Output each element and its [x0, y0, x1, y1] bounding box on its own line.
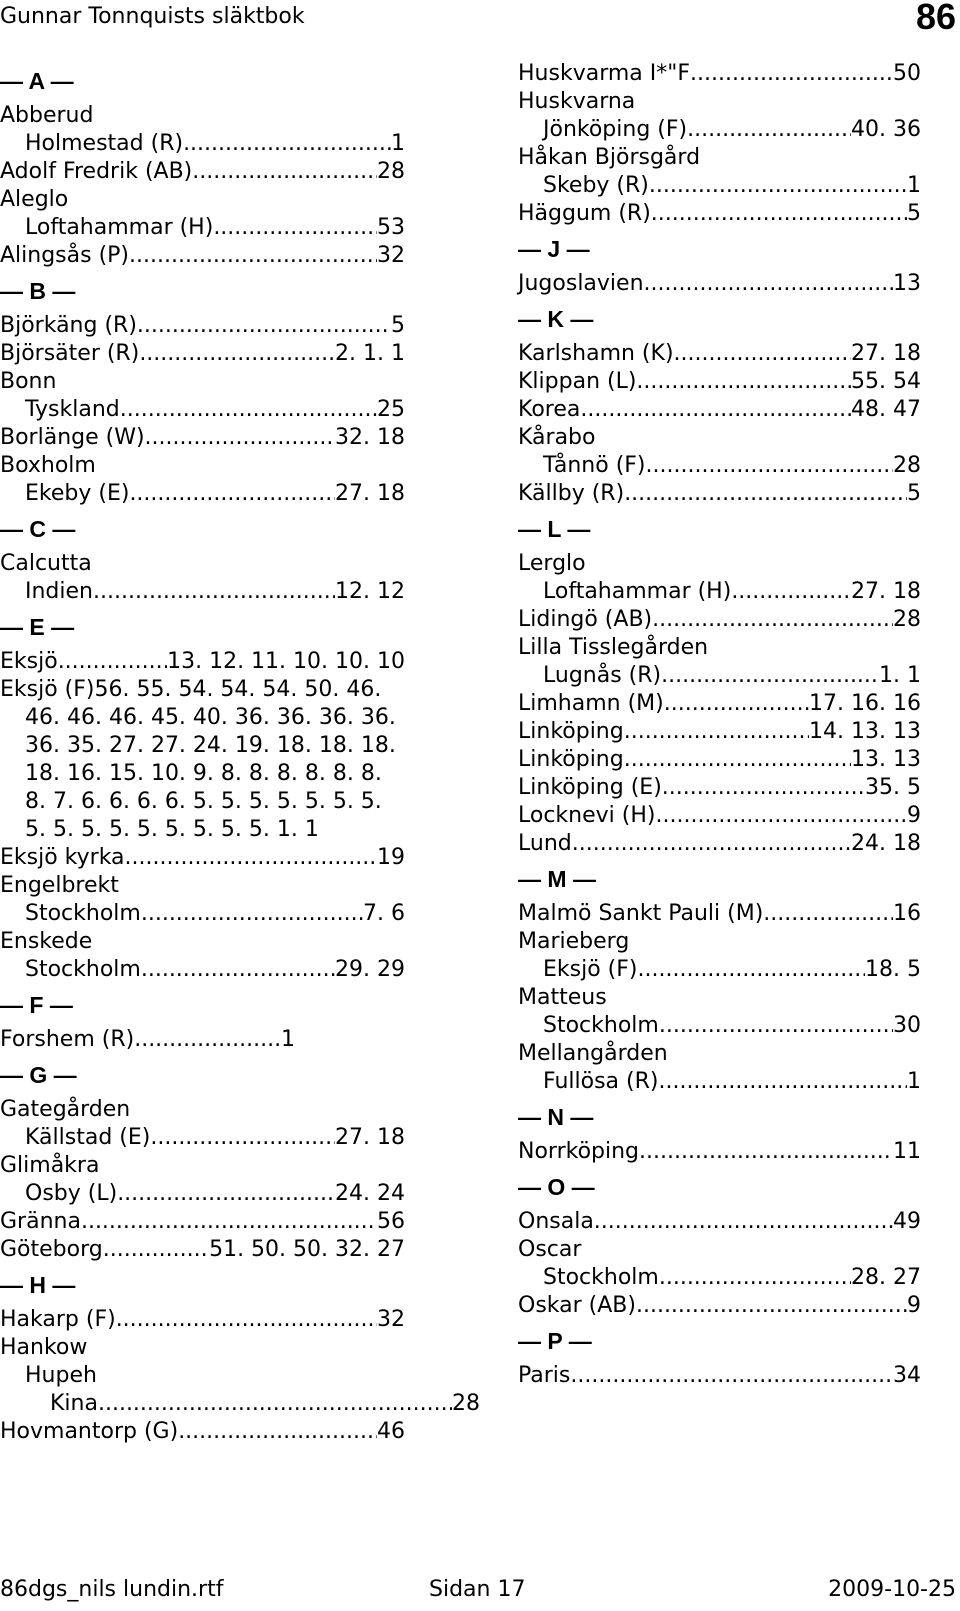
- index-entry: [518, 1362, 921, 1390]
- footer-sheet: Sidan 17: [429, 1577, 526, 1602]
- entry-name: Oskar (AB): [518, 1293, 636, 1318]
- entry-pages: 24. 18: [851, 831, 921, 856]
- entry-pages: 50: [893, 61, 921, 86]
- entry-pages: 25: [377, 397, 405, 422]
- dot-leader: [183, 130, 391, 158]
- entry-pages: 1: [391, 131, 405, 156]
- entry-pages: 7. 6: [363, 901, 405, 926]
- dot-leader: [624, 746, 851, 774]
- dot-leader: [661, 662, 879, 690]
- index-letter-heading: — P —: [518, 1328, 592, 1354]
- entry-name: Stockholm: [543, 1265, 659, 1290]
- dot-leader: [690, 60, 893, 88]
- index-entry: [0, 396, 405, 424]
- index-entry: [518, 270, 921, 298]
- index-entry: [518, 480, 921, 508]
- entry-name: Hovmantorp (G): [0, 1419, 179, 1444]
- entry-name: Linköping: [518, 747, 624, 772]
- entry-pages: 48. 47: [851, 397, 921, 422]
- entry-pages: 1: [907, 173, 921, 198]
- entry-pages: 9: [907, 1293, 921, 1318]
- index-entry: [518, 1068, 921, 1096]
- dot-leader: [570, 1362, 893, 1390]
- index-entry: [0, 242, 405, 270]
- dot-leader: [141, 900, 363, 928]
- index-entry-text: Matteus: [518, 985, 607, 1010]
- index-letter-heading: — C —: [0, 516, 76, 542]
- entry-pages: 35. 5: [865, 775, 921, 800]
- entry-pages: 5: [907, 481, 921, 506]
- entry-pages: 51. 50. 50. 32. 27: [209, 1237, 405, 1262]
- dot-leader: [129, 242, 377, 270]
- index-entry: [518, 830, 921, 858]
- index-entry: [518, 452, 921, 480]
- index-entry-text: Abberud: [0, 103, 94, 128]
- entry-name: Stockholm: [25, 957, 141, 982]
- entry-pages: 14. 13. 13: [809, 719, 921, 744]
- index-entry: [0, 1418, 405, 1446]
- index-letter-heading: — M —: [518, 866, 596, 892]
- entry-name: Karlshamn (K): [518, 341, 674, 366]
- entry-pages: 40. 36: [851, 117, 921, 142]
- index-entry: [0, 158, 405, 186]
- entry-pages: 1: [907, 1069, 921, 1094]
- entry-name: Norrköping: [518, 1139, 640, 1164]
- index-entry: [0, 648, 405, 676]
- entry-name: Lugnås (R): [543, 663, 662, 688]
- dot-leader: [655, 802, 907, 830]
- index-entry: [0, 340, 405, 368]
- index-letter-heading: — E —: [0, 614, 75, 640]
- index-entry: [518, 200, 921, 228]
- entry-name: Paris: [518, 1363, 571, 1388]
- dot-leader: [624, 718, 809, 746]
- entry-name: Indien: [25, 579, 93, 604]
- index-entry: [518, 606, 921, 634]
- index-letter-heading: — A —: [0, 68, 74, 94]
- index-entry: [0, 1026, 405, 1054]
- index-entry: [518, 1012, 921, 1040]
- entry-name: Huskvarma I*"F: [518, 61, 691, 86]
- index-letter-heading: — L —: [518, 516, 591, 542]
- entry-name: Limhamn (M): [518, 691, 664, 716]
- index-entry-text: Hupeh: [25, 1363, 97, 1388]
- entry-pages: 28: [893, 607, 921, 632]
- dot-leader: [594, 1208, 893, 1236]
- entry-name: Kina: [50, 1391, 98, 1416]
- dot-leader: [116, 1306, 377, 1334]
- dot-leader: [178, 1418, 377, 1446]
- entry-name: Malmö Sankt Pauli (M): [518, 901, 764, 926]
- index-letter-heading: — F —: [0, 992, 73, 1018]
- index-entry-text: Calcutta: [0, 551, 92, 576]
- dot-leader: [145, 424, 335, 452]
- index-entry: [518, 578, 921, 606]
- entry-pages: 30: [893, 1013, 921, 1038]
- entry-name: Borlänge (W): [0, 425, 145, 450]
- book-title: Gunnar Tonnquists släktbok: [0, 4, 305, 29]
- entry-pages: 27. 18: [335, 481, 405, 506]
- entry-name: Eksjö kyrka: [0, 845, 125, 870]
- dot-leader: [192, 158, 377, 186]
- index-entry: [518, 1292, 921, 1320]
- entry-pages: 34: [893, 1363, 921, 1388]
- entry-name: Linköping (E): [518, 775, 662, 800]
- entry-name: Skeby (R): [543, 173, 649, 198]
- dot-leader: [120, 396, 377, 424]
- entry-name: Adolf Fredrik (AB): [0, 159, 193, 184]
- index-entry: [518, 802, 921, 830]
- index-letter-heading: — K —: [518, 306, 594, 332]
- dot-leader: [81, 1208, 377, 1236]
- index-entry-text: Gategården: [0, 1097, 131, 1122]
- dot-leader: [150, 1124, 335, 1152]
- dot-leader: [636, 368, 851, 396]
- dot-leader: [731, 578, 851, 606]
- dot-leader: [137, 312, 391, 340]
- index-entry: [0, 312, 405, 340]
- entry-pages: 13. 13: [851, 747, 921, 772]
- entry-pages: 2. 1. 1: [335, 341, 405, 366]
- dot-leader: [572, 830, 851, 858]
- index-entry-text: Oscar: [518, 1237, 582, 1262]
- entry-pages: 53: [377, 215, 405, 240]
- entry-name: Forshem (R): [0, 1027, 135, 1052]
- entry-pages: 55. 54: [851, 369, 921, 394]
- dot-leader: [125, 844, 377, 872]
- entry-pages: 19: [377, 845, 405, 870]
- dot-leader: [649, 172, 907, 200]
- entry-pages: 49: [893, 1209, 921, 1234]
- entry-pages: 11: [893, 1139, 921, 1164]
- index-entry: [518, 340, 921, 368]
- index-entry-text: Marieberg: [518, 929, 630, 954]
- dot-leader: [644, 270, 893, 298]
- index-entry-text: Hankow: [0, 1335, 88, 1360]
- entry-name: Gränna: [0, 1209, 81, 1234]
- index-letter-heading: — O —: [518, 1174, 595, 1200]
- index-entry: [518, 774, 921, 802]
- index-letter-heading: — N —: [518, 1104, 594, 1130]
- index-letter-heading: — G —: [0, 1062, 77, 1088]
- entry-name: Eksjö (F): [543, 957, 638, 982]
- dot-leader: [646, 452, 893, 480]
- entry-name: Linköping: [518, 719, 624, 744]
- dot-leader: [674, 340, 851, 368]
- index-entry: [518, 718, 921, 746]
- entry-pages: 28: [377, 159, 405, 184]
- dot-leader: [117, 1180, 335, 1208]
- dot-leader: [139, 340, 335, 368]
- dot-leader: [638, 956, 866, 984]
- entry-name: Hakarp (F): [0, 1307, 116, 1332]
- entry-name: Häggum (R): [518, 201, 651, 226]
- index-entry-text: Kårabo: [518, 425, 596, 450]
- entry-pages: 13: [893, 271, 921, 296]
- entry-name: Alingsås (P): [0, 243, 130, 268]
- entry-name: Ekeby (E): [25, 481, 130, 506]
- entry-name: Loftahammar (H): [25, 215, 214, 240]
- index-entry: [0, 956, 405, 984]
- entry-pages: 24. 24: [335, 1181, 405, 1206]
- index-entry: [0, 424, 405, 452]
- index-entry-text: Huskvarna: [518, 89, 636, 114]
- footer-filename: 86dgs_nils lundin.rtf: [0, 1577, 224, 1602]
- entry-name: Klippan (L): [518, 369, 637, 394]
- entry-pages: 27. 18: [851, 579, 921, 604]
- index-column-left: [0, 60, 480, 1446]
- entry-name: Locknevi (H): [518, 803, 656, 828]
- entry-name: Tyskland: [25, 397, 120, 422]
- entry-name: Stockholm: [543, 1013, 659, 1038]
- dot-leader: [141, 956, 335, 984]
- dot-leader: [639, 1138, 893, 1166]
- entry-name: Göteborg: [0, 1237, 103, 1262]
- index-entry: [0, 578, 405, 606]
- index-entry: [0, 130, 405, 158]
- entry-name: Tånnö (F): [543, 453, 646, 478]
- index-entry: [0, 1124, 405, 1152]
- entry-name: Källby (R): [518, 481, 625, 506]
- entry-name: Eksjö: [0, 649, 58, 674]
- dot-leader: [652, 606, 893, 634]
- index-entry: [518, 172, 921, 200]
- dot-leader: [763, 900, 893, 928]
- dot-leader: [103, 1236, 209, 1264]
- page-header: [0, 0, 960, 40]
- dot-leader: [98, 1390, 452, 1418]
- entry-name: Lidingö (AB): [518, 607, 653, 632]
- index-entry: [518, 396, 921, 424]
- index-entry: [0, 1208, 405, 1236]
- index-entry-text: 36. 35. 27. 27. 24. 19. 18. 18. 18.: [25, 733, 396, 758]
- index-entry: [518, 956, 921, 984]
- index-entry-text: Enskede: [0, 929, 93, 954]
- entry-pages: 18. 5: [865, 957, 921, 982]
- index-entry-text: Engelbrekt: [0, 873, 119, 898]
- index-entry-text: Bonn: [0, 369, 57, 394]
- dot-leader: [662, 774, 865, 802]
- entry-name: Korea: [518, 397, 581, 422]
- dot-leader: [659, 1012, 893, 1040]
- entry-name: Jugoslavien: [518, 271, 644, 296]
- entry-pages: 27. 18: [851, 341, 921, 366]
- index-letter-heading: — J —: [518, 236, 590, 262]
- index-entry-text: Mellangården: [518, 1041, 668, 1066]
- index-entry: [0, 1306, 405, 1334]
- entry-pages: 16: [893, 901, 921, 926]
- entry-pages: 13. 12. 11. 10. 10. 10: [167, 649, 405, 674]
- index-letter-heading: — B —: [0, 278, 76, 304]
- entry-pages: 28: [893, 453, 921, 478]
- index-entry-text: Håkan Björsgård: [518, 145, 701, 170]
- index-entry: [518, 662, 921, 690]
- entry-pages: 32: [377, 1307, 405, 1332]
- dot-leader: [213, 214, 377, 242]
- index-entry-text: Lerglo: [518, 551, 586, 576]
- entry-pages: 32. 18: [335, 425, 405, 450]
- dot-leader: [636, 1292, 907, 1320]
- entry-pages: 46: [377, 1419, 405, 1444]
- index-entry: [0, 1180, 405, 1208]
- entry-name: Holmestad (R): [25, 131, 184, 156]
- entry-pages: 1: [281, 1027, 295, 1052]
- dot-leader: [651, 200, 907, 228]
- index-entry: [0, 214, 405, 242]
- dot-leader: [687, 116, 851, 144]
- entry-name: Osby (L): [25, 1181, 118, 1206]
- entry-pages: 56: [377, 1209, 405, 1234]
- dot-leader: [580, 396, 851, 424]
- dot-leader: [129, 480, 335, 508]
- entry-pages: 32: [377, 243, 405, 268]
- index-entry-text: Lilla Tisslegården: [518, 635, 709, 660]
- index-entry-text: Boxholm: [0, 453, 96, 478]
- index-entry: [518, 1264, 921, 1292]
- index-entry: [0, 480, 405, 508]
- dot-leader: [134, 1026, 281, 1054]
- index-entry-text: 8. 7. 6. 6. 6. 6. 5. 5. 5. 5. 5. 5. 5.: [25, 789, 382, 814]
- entry-pages: 1. 1: [879, 663, 921, 688]
- entry-name: Jönköping (F): [543, 117, 688, 142]
- entry-pages: 27. 18: [335, 1125, 405, 1150]
- index-entry: [0, 1236, 405, 1264]
- dot-leader: [58, 648, 167, 676]
- dot-leader: [658, 1068, 907, 1096]
- entry-name: Onsala: [518, 1209, 594, 1234]
- page-number: 86: [915, 0, 956, 37]
- entry-pages: 12. 12: [335, 579, 405, 604]
- index-entry: [518, 1138, 921, 1166]
- index-entry-text: 18. 16. 15. 10. 9. 8. 8. 8. 8. 8. 8.: [25, 761, 382, 786]
- index-entry: [518, 368, 921, 396]
- index-entry: [0, 1390, 480, 1418]
- entry-name: Källstad (E): [25, 1125, 151, 1150]
- index-entry-text: Aleglo: [0, 187, 69, 212]
- index-entry: [518, 690, 921, 718]
- entry-pages: 17. 16. 16: [809, 691, 921, 716]
- entry-pages: 5: [907, 201, 921, 226]
- entry-pages: 5: [391, 313, 405, 338]
- dot-leader: [93, 578, 335, 606]
- index-entry: [0, 900, 405, 928]
- index-entry: [0, 844, 405, 872]
- entry-name: Stockholm: [25, 901, 141, 926]
- index-entry: [518, 746, 921, 774]
- dot-leader: [664, 690, 809, 718]
- index-entry-text: Eksjö (F)56. 55. 54. 54. 54. 50. 46.: [0, 677, 382, 702]
- entry-name: Björkäng (R): [0, 313, 137, 338]
- index-entry-text: 5. 5. 5. 5. 5. 5. 5. 5. 5. 1. 1: [25, 817, 319, 842]
- index-entry: [518, 60, 921, 88]
- dot-leader: [624, 480, 907, 508]
- dot-leader: [659, 1264, 851, 1292]
- index-column-right: [518, 60, 921, 1390]
- entry-name: Björsäter (R): [0, 341, 140, 366]
- index-letter-heading: — H —: [0, 1272, 76, 1298]
- entry-pages: 28: [452, 1391, 480, 1416]
- entry-pages: 28. 27: [851, 1265, 921, 1290]
- index-entry: [518, 116, 921, 144]
- index-entry-text: Glimåkra: [0, 1153, 100, 1178]
- page-footer: [0, 1577, 960, 1607]
- entry-pages: 29. 29: [335, 957, 405, 982]
- entry-pages: 9: [907, 803, 921, 828]
- entry-name: Lund: [518, 831, 572, 856]
- entry-name: Loftahammar (H): [543, 579, 732, 604]
- index-entry: [518, 900, 921, 928]
- index-entry-text: 46. 46. 46. 45. 40. 36. 36. 36. 36.: [25, 705, 396, 730]
- index-entry: [518, 1208, 921, 1236]
- footer-date: 2009-10-25: [828, 1577, 956, 1602]
- entry-name: Fullösa (R): [543, 1069, 659, 1094]
